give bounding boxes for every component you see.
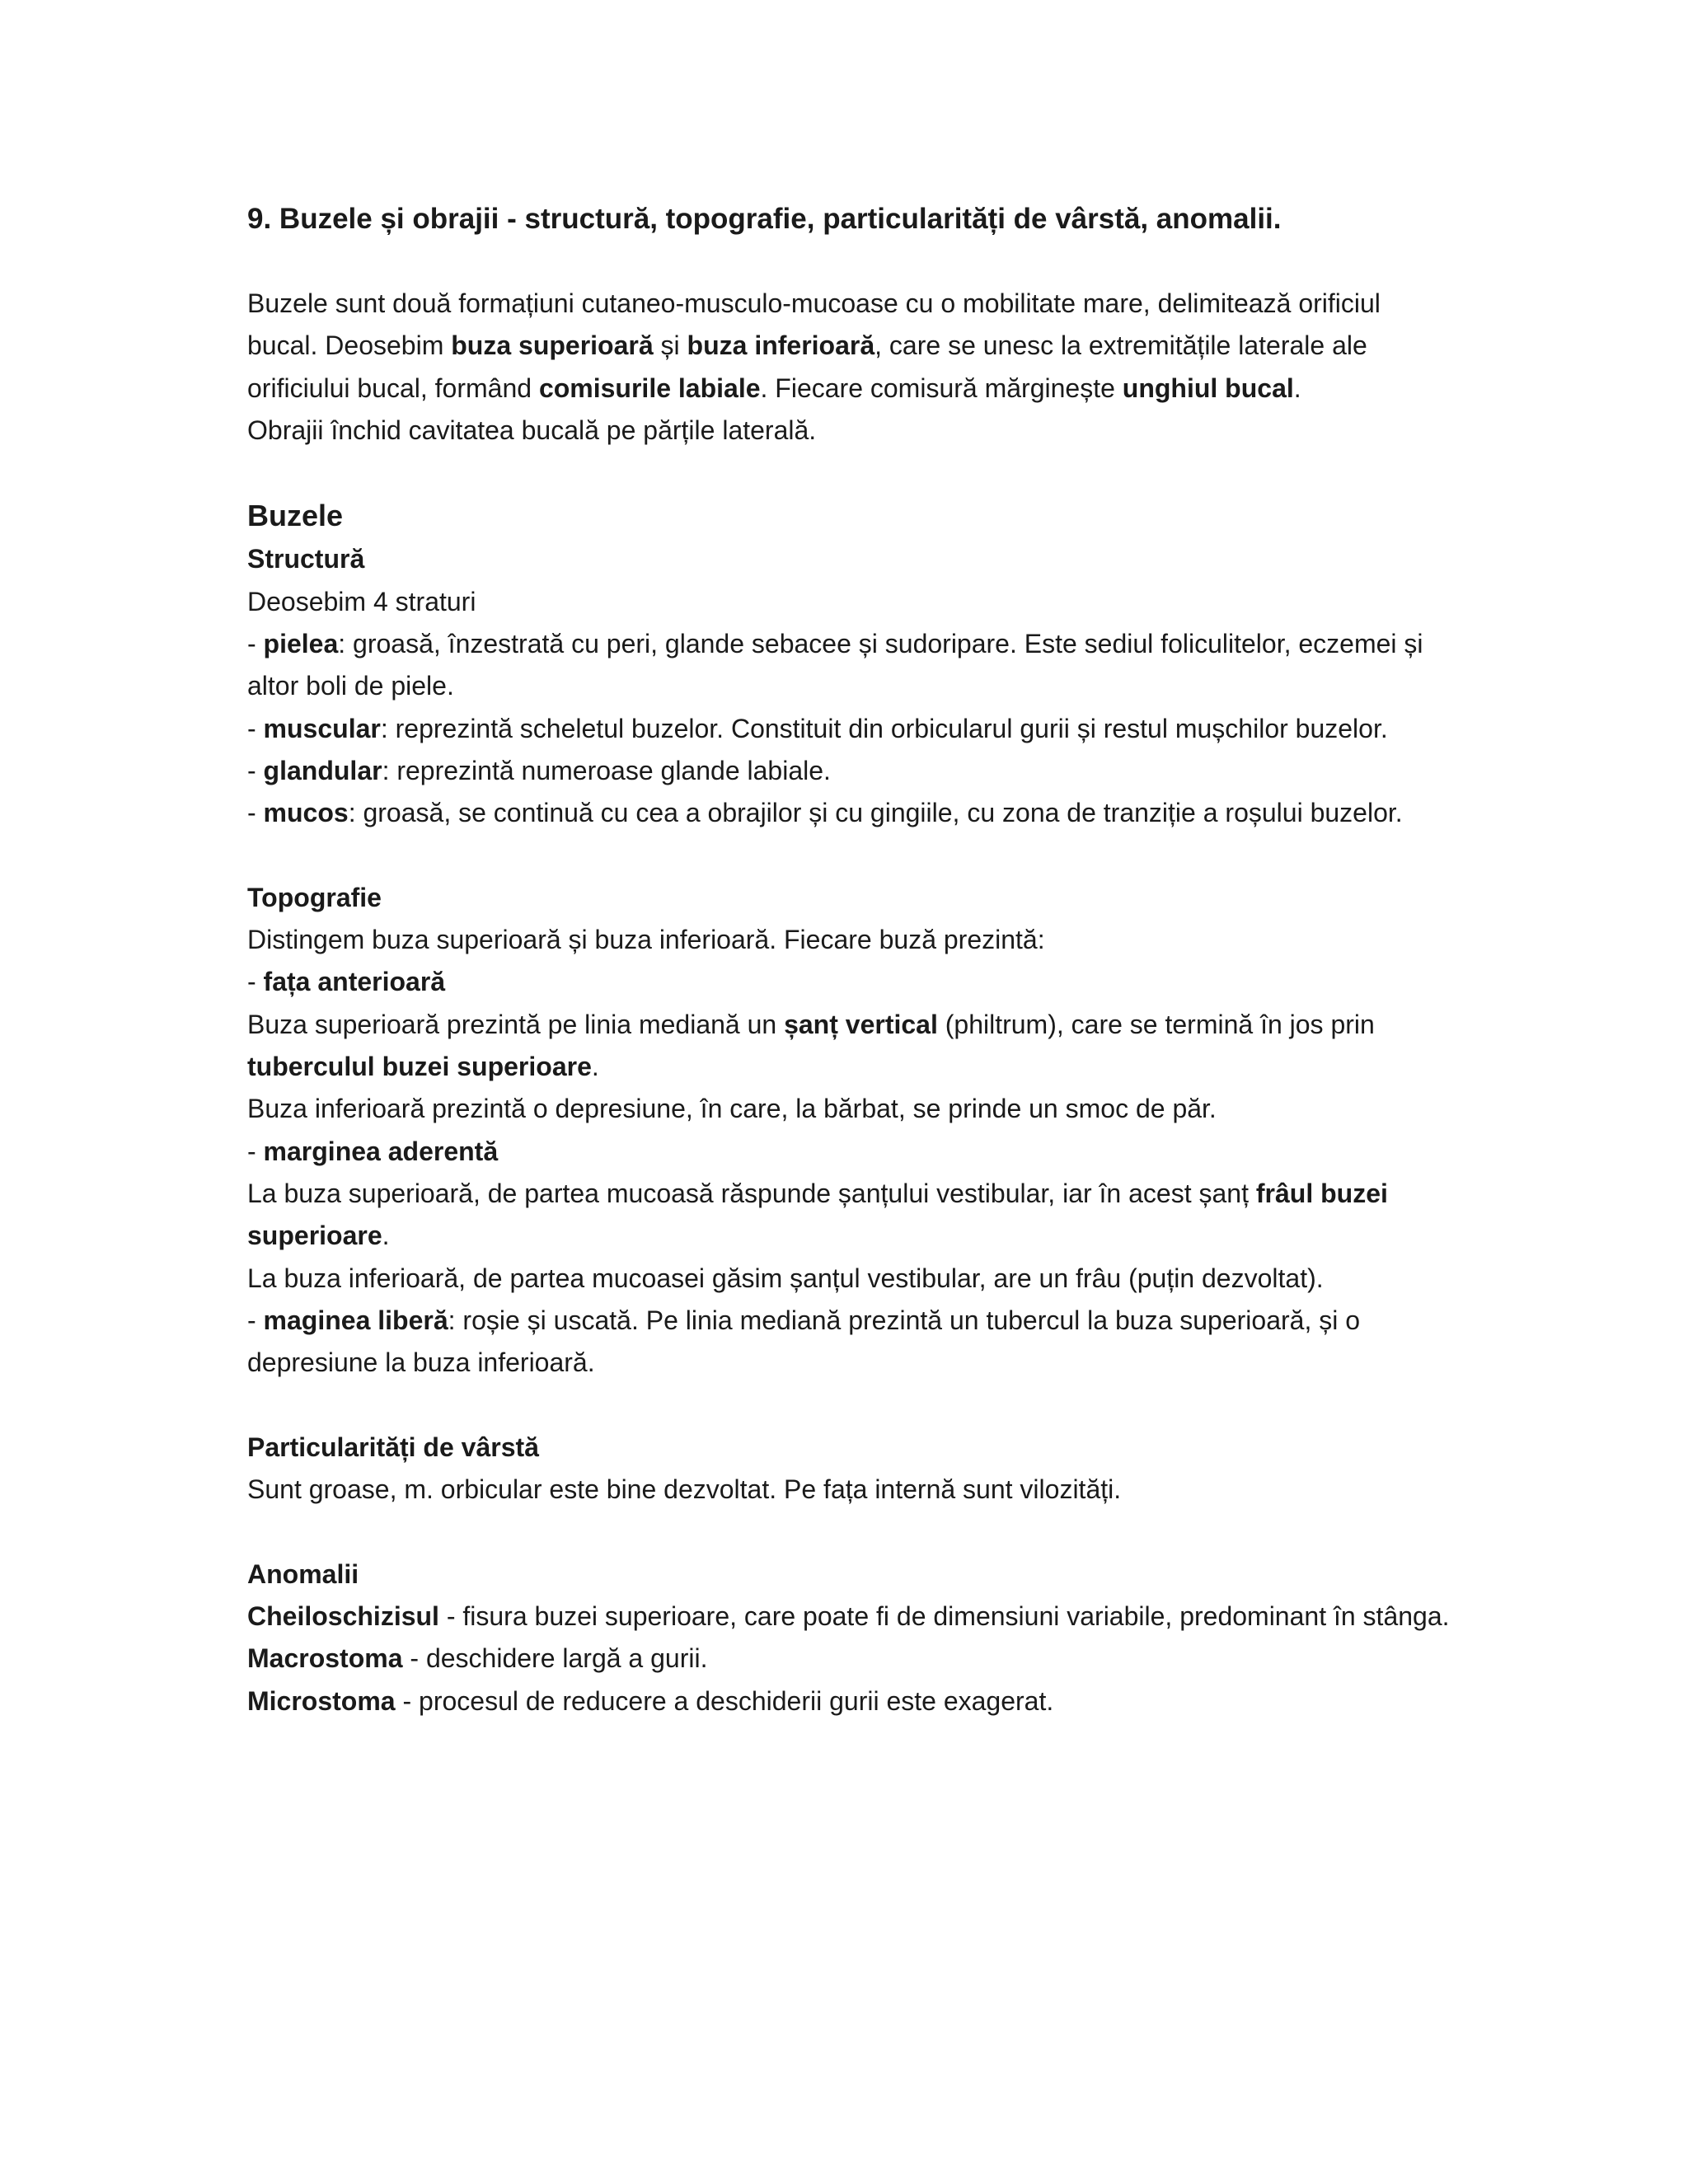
marginea-libera: - maginea liberă: roșie și uscată. Pe linia mediană prezintă un tubercul la buza superioară, și o depresiune la buza inferioară. bbox=[247, 1305, 1361, 1378]
term-comisurile-labiale: comisurile labiale bbox=[538, 373, 761, 403]
term-buza-superioara: buza superioară bbox=[451, 330, 654, 361]
document-page bbox=[247, 198, 1451, 1722]
marginea-aderenta-inferioara: La buza inferioară, de partea mucoasei găsim șanțul vestibular, are un frâu (puțin dezvoltat). bbox=[247, 1263, 1324, 1293]
marginea-aderenta-superioara: La buza superioară, de partea mucoasă răspunde șanțului vestibular, iar în acest șanț frâul buzei superioare. bbox=[247, 1178, 1388, 1251]
anomaly-item: Cheiloschizisul - fisura buzei superioare, care poate fi de dimensiuni variabile, predominant în stânga. bbox=[247, 1601, 1450, 1631]
varsta-text: Sunt groase, m. orbicular este bine dezvoltat. Pe fața internă sunt vilozități. bbox=[247, 1474, 1122, 1505]
intro-paragraph: Buzele sunt două formațiuni cutaneo-musculo-mucoase cu o mobilitate mare, delimitează orificiul bucal. Deosebim buza superioară și buza inferioară, care se unesc la extremitățile laterale ale orificiului bucal, formând comisurile labiale. Fiecare comisură mărginește unghiul bucal. bbox=[247, 288, 1381, 403]
anomaly-item: Macrostoma - deschidere largă a gurii. bbox=[247, 1643, 708, 1674]
fata-anterioara-heading: - fața anterioară bbox=[247, 967, 446, 997]
layer-item: - mucos: groasă, se continuă cu cea a obrajilor și cu gingiile, cu zona de tranziție a roșului buzelor. bbox=[247, 798, 1403, 828]
layer-item: - muscular: reprezintă scheletul buzelor. Constituit din orbicularul gurii și restul mușchilor buzelor. bbox=[247, 713, 1388, 743]
subheading-varsta: Particularități de vârstă bbox=[247, 1432, 539, 1462]
anomaly-item: Microstoma - procesul de reducere a deschiderii gurii este exagerat. bbox=[247, 1685, 1054, 1716]
term-unghiul-bucal: unghiul bucal bbox=[1122, 373, 1294, 403]
layer-item: - pielea: groasă, înzestrată cu peri, glande sebacee și sudoripare. Este sediul foliculitelor, eczemei și altor boli de piele. bbox=[247, 629, 1423, 701]
document-title: 9. Buzele și obrajii - structură, topografie, particularități de vârstă, anomalii. bbox=[247, 203, 1282, 235]
subheading-structura: Structură bbox=[247, 544, 365, 574]
subheading-anomalii: Anomalii bbox=[247, 1558, 359, 1589]
term-buza-inferioara: buza inferioară bbox=[687, 330, 875, 361]
structura-lead: Deosebim 4 straturi bbox=[247, 586, 476, 616]
layer-item: - glandular: reprezintă numeroase glande labiale. bbox=[247, 755, 831, 785]
fata-anterioara-text: Buza superioară prezintă pe linia mediană un șanț vertical (philtrum), care se termină în jos prin tuberculul buzei superioare. bbox=[247, 1009, 1375, 1082]
fata-anterioara-inferioara: Buza inferioară prezintă o depresiune, în care, la bărbat, se prinde un smoc de păr. bbox=[247, 1094, 1217, 1124]
subheading-topografie: Topografie bbox=[247, 882, 382, 912]
section-heading-buzele: Buzele bbox=[247, 499, 344, 533]
marginea-aderenta-heading: - marginea aderentă bbox=[247, 1136, 499, 1166]
obrajii-paragraph: Obrajii închid cavitatea bucală pe părțile laterală. bbox=[247, 415, 817, 445]
topografie-lead: Distingem buza superioară și buza inferioară. Fiecare buză prezintă: bbox=[247, 925, 1045, 955]
